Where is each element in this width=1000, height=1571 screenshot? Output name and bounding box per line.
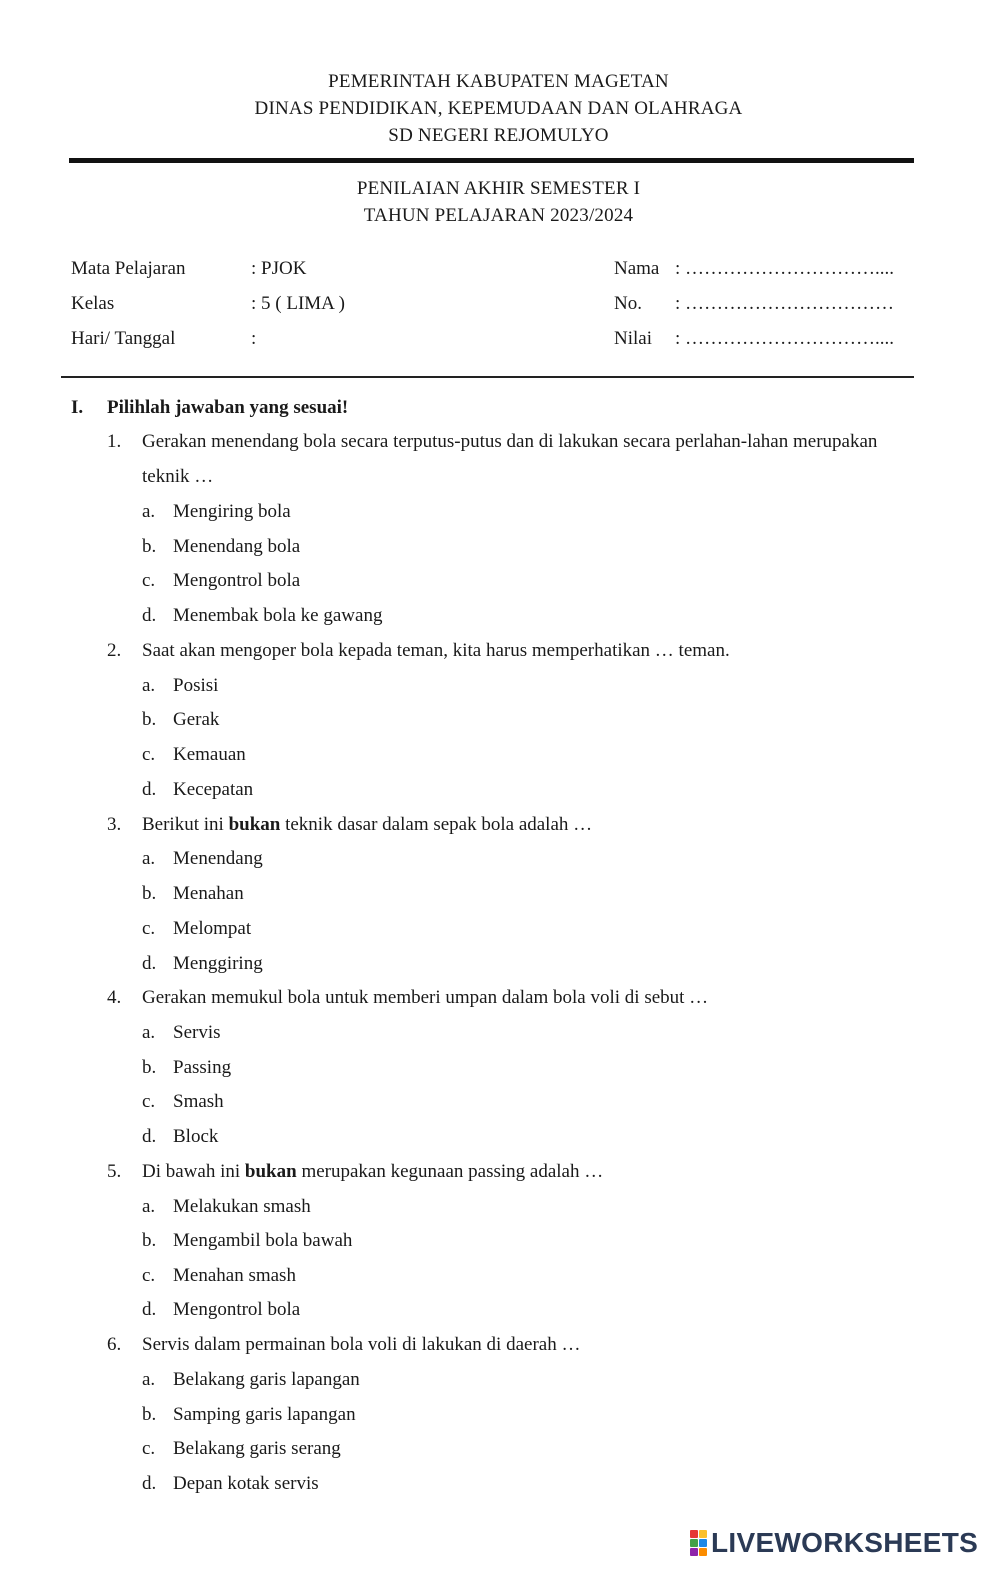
option-text[interactable]: Belakang garis lapangan bbox=[173, 1369, 360, 1390]
question-text-post: merupakan kegunaan passing adalah … bbox=[296, 1161, 604, 1182]
option-letter: b. bbox=[142, 883, 157, 904]
question-text bbox=[142, 814, 592, 836]
option-letter: c. bbox=[142, 570, 156, 591]
option-letter: c. bbox=[142, 744, 156, 765]
question-number: 5. bbox=[107, 1161, 122, 1182]
class-value: : 5 ( LIMA ) bbox=[251, 293, 345, 314]
exam-year: TAHUN PELAJARAN 2023/2024 bbox=[363, 205, 634, 226]
option-letter: c. bbox=[142, 1091, 156, 1112]
section-instruction: Pilihlah jawaban yang sesuai! bbox=[107, 397, 349, 418]
option-letter: b. bbox=[142, 1057, 157, 1078]
option-text[interactable]: Gerak bbox=[173, 709, 220, 730]
logo-square bbox=[699, 1539, 707, 1547]
option-text[interactable]: Depan kotak servis bbox=[173, 1473, 319, 1494]
option-text[interactable]: Mengontrol bola bbox=[173, 570, 301, 591]
option-text[interactable]: Menendang bola bbox=[173, 536, 301, 557]
option-letter: d. bbox=[142, 605, 157, 626]
score-label: Nilai bbox=[614, 328, 652, 349]
question-text: Saat akan mengoper bola kepada teman, kita harus memperhatikan … teman. bbox=[142, 640, 730, 661]
letterhead-department: DINAS PENDIDIKAN, KEPEMUDAAN DAN OLAHRAGA bbox=[254, 98, 743, 119]
subject-value: : PJOK bbox=[251, 258, 307, 279]
option-text[interactable]: Belakang garis serang bbox=[173, 1438, 341, 1459]
info-divider bbox=[61, 376, 914, 378]
question-text-continued: teknik … bbox=[142, 466, 214, 487]
option-letter: a. bbox=[142, 1022, 156, 1043]
option-letter: d. bbox=[142, 953, 157, 974]
letterhead-government: PEMERINTAH KABUPATEN MAGETAN bbox=[328, 71, 669, 92]
option-letter: a. bbox=[142, 848, 156, 869]
option-letter: a. bbox=[142, 675, 156, 696]
option-letter: b. bbox=[142, 1404, 157, 1425]
question-text: Gerakan menendang bola secara terputus-putus dan di lakukan secara perlahan-lahan merupakan bbox=[142, 431, 878, 452]
question-text-emphasis: bukan bbox=[244, 1161, 297, 1182]
no-field[interactable]: : …………………………… bbox=[675, 293, 895, 314]
question-text-pre: Berikut ini bbox=[142, 814, 229, 835]
name-field[interactable]: : ………………………….... bbox=[675, 258, 895, 279]
letterhead-school: SD NEGERI REJOMULYO bbox=[388, 125, 609, 146]
option-text[interactable]: Kecepatan bbox=[173, 779, 254, 800]
option-text[interactable]: Smash bbox=[173, 1091, 224, 1112]
option-text[interactable]: Mengontrol bola bbox=[173, 1299, 301, 1320]
option-text[interactable]: Menendang bbox=[173, 848, 263, 869]
option-text[interactable]: Menahan smash bbox=[173, 1265, 296, 1286]
letterhead-divider bbox=[69, 158, 914, 163]
logo-square bbox=[690, 1530, 698, 1538]
date-label: Hari/ Tanggal bbox=[71, 328, 176, 349]
logo-square bbox=[690, 1539, 698, 1547]
logo-square bbox=[690, 1548, 698, 1556]
question-number: 4. bbox=[107, 987, 122, 1008]
option-letter: b. bbox=[142, 536, 157, 557]
option-letter: a. bbox=[142, 1196, 156, 1217]
option-text[interactable]: Mengambil bola bawah bbox=[173, 1230, 353, 1251]
option-letter: c. bbox=[142, 1265, 156, 1286]
option-text[interactable]: Servis bbox=[173, 1022, 221, 1043]
logo-square bbox=[699, 1530, 707, 1538]
option-letter: d. bbox=[142, 1473, 157, 1494]
question-text: Servis dalam permainan bola voli di lakukan di daerah … bbox=[142, 1334, 581, 1355]
option-text[interactable]: Kemauan bbox=[173, 744, 246, 765]
question-text-pre: Di bawah ini bbox=[142, 1161, 245, 1182]
question-number: 2. bbox=[107, 640, 122, 661]
class-label: Kelas bbox=[71, 293, 115, 314]
option-text[interactable]: Melompat bbox=[173, 918, 252, 939]
option-letter: d. bbox=[142, 779, 157, 800]
name-label: Nama bbox=[614, 258, 660, 279]
option-letter: b. bbox=[142, 709, 157, 730]
question-text bbox=[142, 1161, 603, 1183]
logo-square bbox=[699, 1548, 707, 1556]
option-letter: b. bbox=[142, 1230, 157, 1251]
option-text[interactable]: Melakukan smash bbox=[173, 1196, 311, 1217]
option-letter: a. bbox=[142, 1369, 156, 1390]
question-number: 1. bbox=[107, 431, 122, 452]
option-letter: c. bbox=[142, 1438, 156, 1459]
exam-title: PENILAIAN AKHIR SEMESTER I bbox=[356, 178, 641, 199]
option-text[interactable]: Menahan bbox=[173, 883, 244, 904]
option-letter: d. bbox=[142, 1299, 157, 1320]
question-number: 3. bbox=[107, 814, 122, 835]
score-field[interactable]: : ………………………….... bbox=[675, 328, 895, 349]
option-text[interactable]: Menembak bola ke gawang bbox=[173, 605, 383, 626]
question-number: 6. bbox=[107, 1334, 122, 1355]
option-text[interactable]: Posisi bbox=[173, 675, 219, 696]
option-text[interactable]: Mengiring bola bbox=[173, 501, 291, 522]
liveworksheets-logo[interactable] bbox=[690, 1528, 978, 1558]
option-letter: c. bbox=[142, 918, 156, 939]
date-value[interactable]: : bbox=[251, 328, 257, 349]
logo-text: LIVEWORKSHEETS bbox=[711, 1527, 979, 1558]
section-number: I. bbox=[71, 397, 84, 418]
subject-label: Mata Pelajaran bbox=[71, 258, 186, 279]
option-text[interactable]: Passing bbox=[173, 1057, 232, 1078]
option-text[interactable]: Block bbox=[173, 1126, 219, 1147]
option-text[interactable]: Menggiring bbox=[173, 953, 263, 974]
no-label: No. bbox=[614, 293, 642, 314]
question-text: Gerakan memukul bola untuk memberi umpan dalam bola voli di sebut … bbox=[142, 987, 709, 1008]
question-text-emphasis: bukan bbox=[228, 814, 281, 835]
option-text[interactable]: Samping garis lapangan bbox=[173, 1404, 356, 1425]
question-text-post: teknik dasar dalam sepak bola adalah … bbox=[280, 814, 593, 835]
option-letter: d. bbox=[142, 1126, 157, 1147]
option-letter: a. bbox=[142, 501, 156, 522]
logo-icon bbox=[690, 1530, 707, 1556]
